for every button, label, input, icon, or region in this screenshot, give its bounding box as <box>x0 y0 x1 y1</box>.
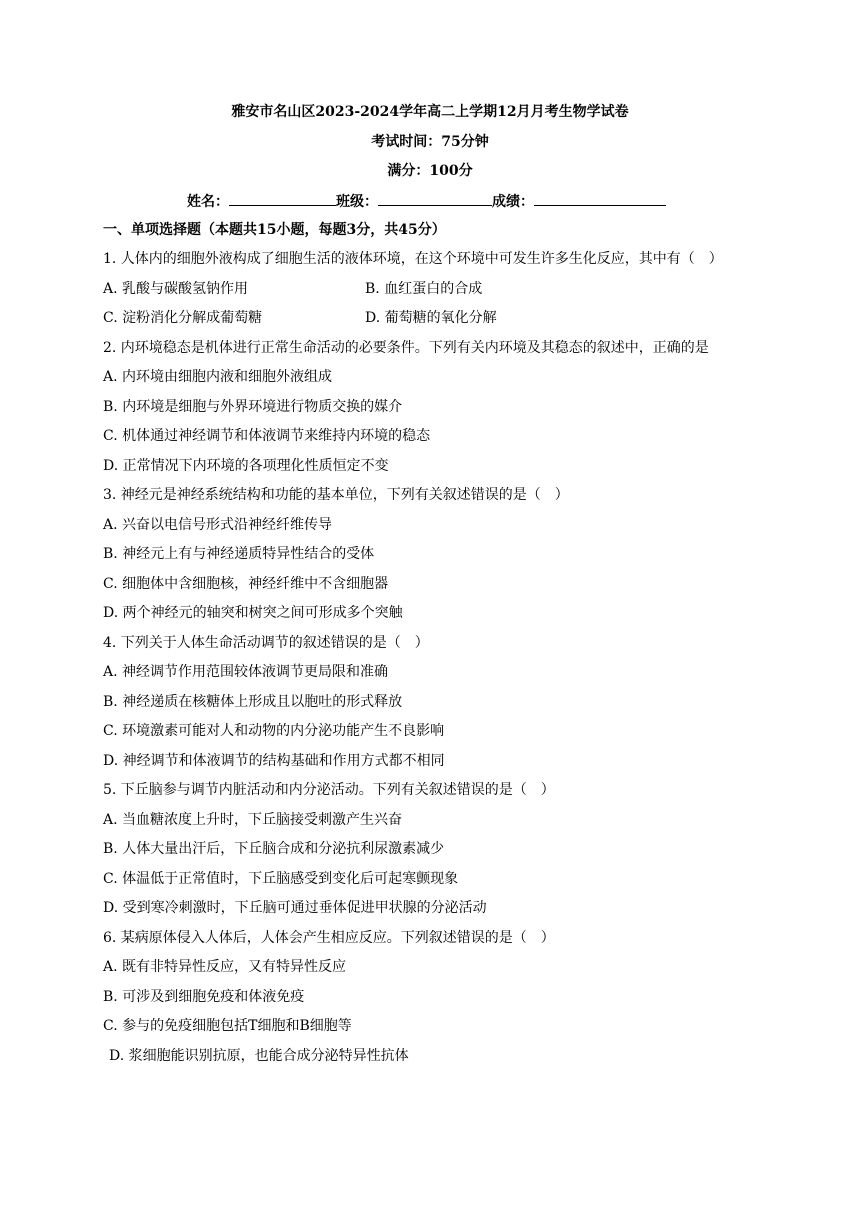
full-score: 满分：100分 <box>387 163 473 179</box>
option-b: B. 可涉及到细胞免疫和体液免疫 <box>103 989 305 1005</box>
class-label: 班级： <box>336 194 378 210</box>
question-stem: 3. 神经元是神经系统结构和功能的基本单位，下列有关叙述错误的是（ ） <box>103 487 569 503</box>
option-b: B. 血红蛋白的合成 <box>365 281 483 297</box>
section-heading: 一、单项选择题（本题共15小题，每题3分，共45分） <box>103 222 446 238</box>
option-c: C. 机体通过神经调节和体液调节来维持内环境的稳态 <box>103 428 431 444</box>
option-a: A. 兴奋以电信号形式沿神经纤维传导 <box>103 517 333 533</box>
option-a: A. 既有非特异性反应，又有特异性反应 <box>103 959 347 975</box>
option-c: C. 参与的免疫细胞包括T细胞和B细胞等 <box>103 1018 352 1034</box>
question-stem: 6. 某病原体侵入人体后，人体会产生相应反应。下列叙述错误的是（ ） <box>103 930 555 946</box>
option-b: B. 神经元上有与神经递质特异性结合的受体 <box>103 546 375 562</box>
exam-time: 考试时间：75分钟 <box>371 134 489 150</box>
option-a: A. 当血糖浓度上升时，下丘脑接受刺激产生兴奋 <box>103 812 403 828</box>
option-d: D. 受到寒冷刺激时，下丘脑可通过垂体促进甲状腺的分泌活动 <box>103 900 487 916</box>
name-label: 姓名： <box>187 194 229 210</box>
option-c: C. 淀粉消化分解成葡萄糖 <box>103 310 263 326</box>
option-b: B. 人体大量出汗后，下丘脑合成和分泌抗利尿激素减少 <box>103 841 445 857</box>
name-blank[interactable] <box>229 191 336 206</box>
question-stem: 5. 下丘脑参与调节内脏活动和内分泌活动。下列有关叙述错误的是（ ） <box>103 782 555 798</box>
class-blank[interactable] <box>378 191 492 206</box>
option-c: C. 体温低于正常值时，下丘脑感受到变化后可起寒颤现象 <box>103 871 459 887</box>
grade-label: 成绩： <box>492 194 534 210</box>
question-stem: 2. 内环境稳态是机体进行正常生命活动的必要条件。下列有关内环境及其稳态的叙述中，正确的是 <box>103 340 709 356</box>
option-b: B. 神经递质在核糖体上形成且以胞吐的形式释放 <box>103 694 403 710</box>
grade-blank[interactable] <box>534 191 666 206</box>
option-a: A. 内环境由细胞内液和细胞外液组成 <box>103 369 333 385</box>
option-c: C. 环境激素可能对人和动物的内分泌功能产生不良影响 <box>103 723 445 739</box>
option-b: B. 内环境是细胞与外界环境进行物质交换的媒介 <box>103 399 403 415</box>
option-d: D. 神经调节和体液调节的结构基础和作用方式都不相同 <box>103 753 445 769</box>
question-stem: 4. 下列关于人体生命活动调节的叙述错误的是（ ） <box>103 635 429 651</box>
exam-title: 雅安市名山区2023-2024学年高二上学期12月月考生物学试卷 <box>231 104 629 120</box>
option-d: D. 浆细胞能识别抗原，也能合成分泌特异性抗体 <box>109 1048 409 1064</box>
option-d: D. 葡萄糖的氧化分解 <box>365 310 497 326</box>
option-d: D. 两个神经元的轴突和树突之间可形成多个突触 <box>103 605 403 621</box>
student-info-row <box>187 191 666 212</box>
option-a: A. 乳酸与碳酸氢钠作用 <box>103 281 249 297</box>
option-a: A. 神经调节作用范围较体液调节更局限和准确 <box>103 664 389 680</box>
option-c: C. 细胞体中含细胞核，神经纤维中不含细胞器 <box>103 576 389 592</box>
question-stem: 1. 人体内的细胞外液构成了细胞生活的液体环境，在这个环境中可发生许多生化反应，其中有（ ） <box>103 251 723 267</box>
option-d: D. 正常情况下内环境的各项理化性质恒定不变 <box>103 458 389 474</box>
